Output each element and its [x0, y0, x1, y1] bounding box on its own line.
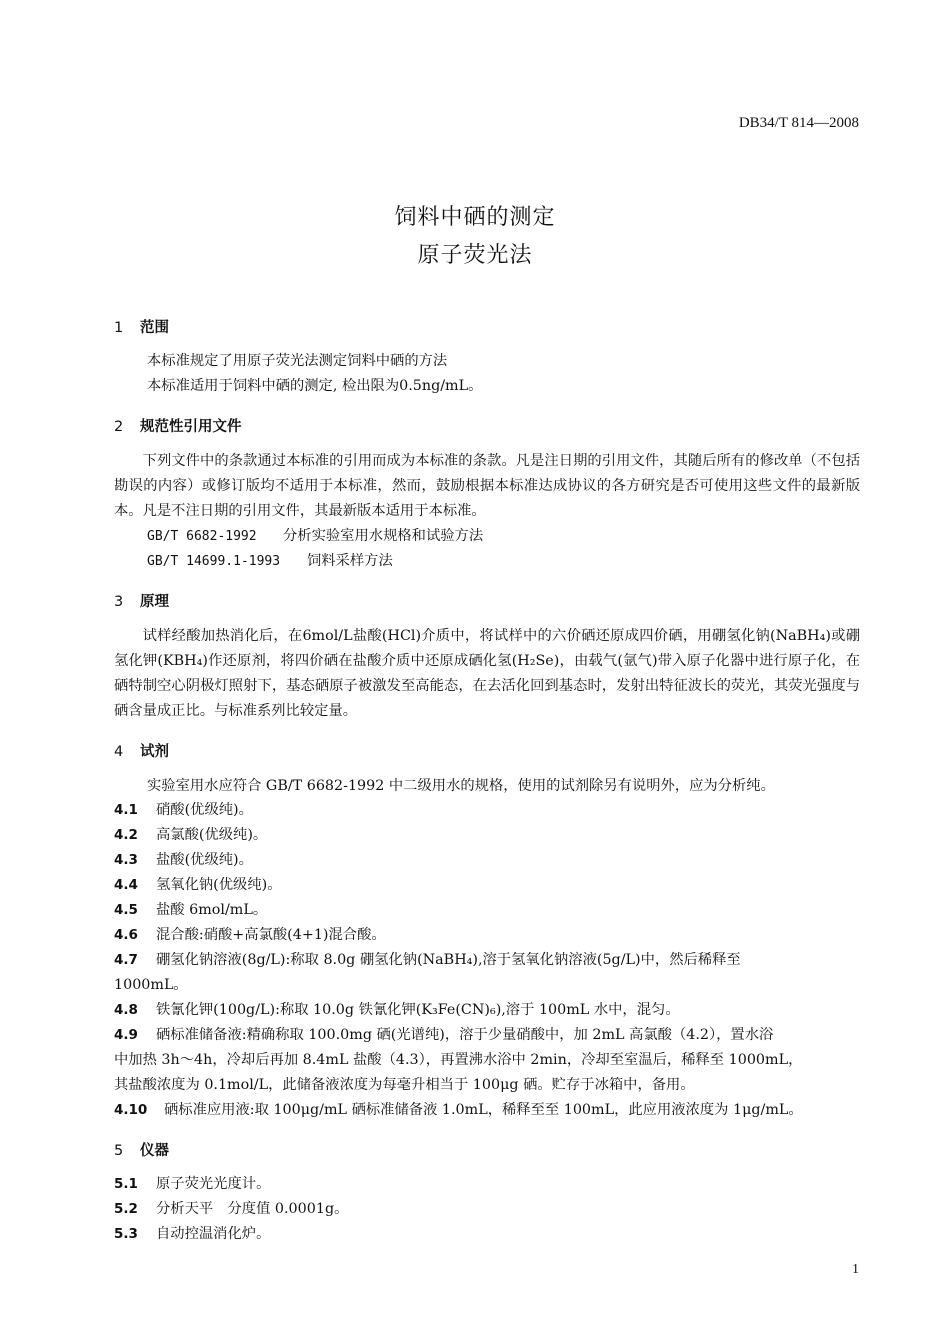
item-number: 4.10: [114, 1102, 148, 1118]
section-title: 仪器: [140, 1143, 169, 1159]
reagent-item: [114, 899, 267, 919]
reagent-item: [114, 799, 253, 819]
item-number: 5.3: [114, 1226, 138, 1242]
section-title: 原理: [140, 594, 169, 610]
section-1-paragraph-2: 本标准适用于饲料中硒的测定, 检出限为0.5ng/mL。: [147, 378, 483, 394]
document-title: 饲料中硒的测定: [394, 205, 556, 230]
reagent-item: [114, 1099, 803, 1119]
reagent-item: [114, 824, 267, 844]
section-2-heading: [114, 415, 242, 436]
item-text: 硒标准应用液:取 100μg/mL 硒标准储备液 1.0mL，稀释至至 100mL，此应用液浓度为 1μg/mL。: [164, 1102, 803, 1118]
reagent-item: [114, 924, 386, 944]
instrument-item: [114, 1173, 270, 1193]
item-text: 铁氰化钾(100g/L):称取 10.0g 铁氰化钾(K₃Fe(CN)₆),溶于 100mL 水中，混匀。: [156, 1002, 680, 1018]
section-1-paragraph-1: 本标准规定了用原子荧光法测定饲料中硒的方法: [147, 353, 448, 369]
section-5-heading: [114, 1139, 169, 1160]
item-text: 硼氢化钠溶液(8g/L):称取 8.0g 硼氢化钠(NaBH₄),溶于氢氧化钠溶液(5g/L)中，然后稀释至: [156, 952, 741, 968]
item-text: 原子荧光光度计。: [156, 1176, 271, 1192]
item-text: 自动控温消化炉。: [156, 1226, 271, 1242]
item-number: 4.7: [114, 952, 138, 968]
section-title: 规范性引用文件: [140, 419, 242, 435]
reagent-item-continuation: 1000mL。: [114, 977, 188, 993]
reagent-item: [114, 874, 282, 894]
reference-code: GB/T 14699.1-1993: [147, 554, 281, 569]
item-number: 4.8: [114, 1002, 138, 1018]
item-number: 4.6: [114, 927, 138, 943]
item-number: 4.9: [114, 1027, 138, 1043]
item-number: 5.1: [114, 1176, 138, 1192]
section-3-paragraph: 试样经酸加热消化后，在6mol/L盐酸(HCl)介质中，将试样中的六价硒还原成四价硒，用硼氢化钠(NaBH₄)或硼氢化钾(KBH₄)作还原剂，将四价硒在盐酸介质中还原成硒化氢(H₂Se)，由载气(氩气)带入原子化器中进行原子化，在硒特制空心阴极灯照射下，基态硒原子被激发至高能态，在去活化回到基态时，发射出特征波长的荧光，其荧光强度与硒含量成正比。与标准系列比较定量。: [114, 628, 860, 719]
reagent-item-continuation: 中加热 3h～4h，冷却后再加 8.4mL 盐酸（4.3），再置沸水浴中 2min，冷却至室温后，稀释至 1000mL，: [114, 1052, 803, 1068]
item-number: 5.2: [114, 1201, 138, 1217]
instrument-item: [114, 1198, 348, 1218]
item-number: 4.5: [114, 902, 138, 918]
item-number: 4.1: [114, 802, 138, 818]
section-3-heading: [114, 590, 169, 611]
item-text: 硝酸(优级纯)。: [156, 802, 253, 818]
reference-2: [147, 549, 393, 574]
section-title: 试剂: [140, 744, 169, 760]
section-number: 2: [114, 419, 124, 435]
section-number: 3: [114, 594, 124, 610]
item-number: 4.2: [114, 827, 138, 843]
standard-code: DB34/T 814—2008: [738, 115, 859, 131]
section-number: 1: [114, 320, 124, 336]
item-text: 盐酸 6mol/mL。: [156, 902, 268, 918]
item-text: 分析天平 分度值 0.0001g。: [156, 1201, 349, 1217]
reagent-item-continuation: 其盐酸浓度为 0.1mol/L，此储备液浓度为每毫升相当于 100μg 硒。贮存于冰箱中，备用。: [114, 1077, 695, 1093]
reagent-item: [114, 949, 741, 969]
section-title: 范围: [140, 320, 169, 336]
reference-title: 饲料采样方法: [307, 553, 393, 569]
item-text: 盐酸(优级纯)。: [156, 852, 253, 868]
document-subtitle: 原子荧光法: [417, 243, 533, 268]
section-4-intro: 实验室用水应符合 GB/T 6682-1992 中二级用水的规格，使用的试剂除另有说明外，应为分析纯。: [147, 778, 775, 794]
reagent-item: [114, 1024, 773, 1044]
section-1-heading: [114, 316, 169, 337]
item-number: 4.4: [114, 877, 138, 893]
item-text: 混合酸:硝酸+高氯酸(4+1)混合酸。: [156, 927, 386, 943]
section-4-heading: [114, 740, 169, 761]
section-number: 4: [114, 744, 124, 760]
page-number: 1: [852, 1262, 859, 1277]
item-text: 硒标准储备液:精确称取 100.0mg 硒(光谱纯)，溶于少量硝酸中，加 2mL 高氯酸（4.2），置水浴: [156, 1027, 774, 1043]
section-number: 5: [114, 1143, 124, 1159]
instrument-item: [114, 1223, 270, 1243]
section-2-paragraph: 下列文件中的条款通过本标准的引用而成为本标准的条款。凡是注日期的引用文件，其随后所有的修改单（不包括勘误的内容）或修订版均不适用于本标准，然而，鼓励根据本标准达成协议的各方研究是否可使用这些文件的最新版本。凡是不注日期的引用文件，其最新版本适用于本标准。: [114, 453, 860, 519]
reference-code: GB/T 6682-1992: [147, 529, 257, 544]
reagent-item: [114, 849, 253, 869]
item-number: 4.3: [114, 852, 138, 868]
reference-1: [147, 524, 483, 549]
item-text: 氢氧化钠(优级纯)。: [156, 877, 282, 893]
reagent-item: [114, 999, 680, 1019]
reference-title: 分析实验室用水规格和试验方法: [283, 528, 484, 544]
item-text: 高氯酸(优级纯)。: [156, 827, 268, 843]
